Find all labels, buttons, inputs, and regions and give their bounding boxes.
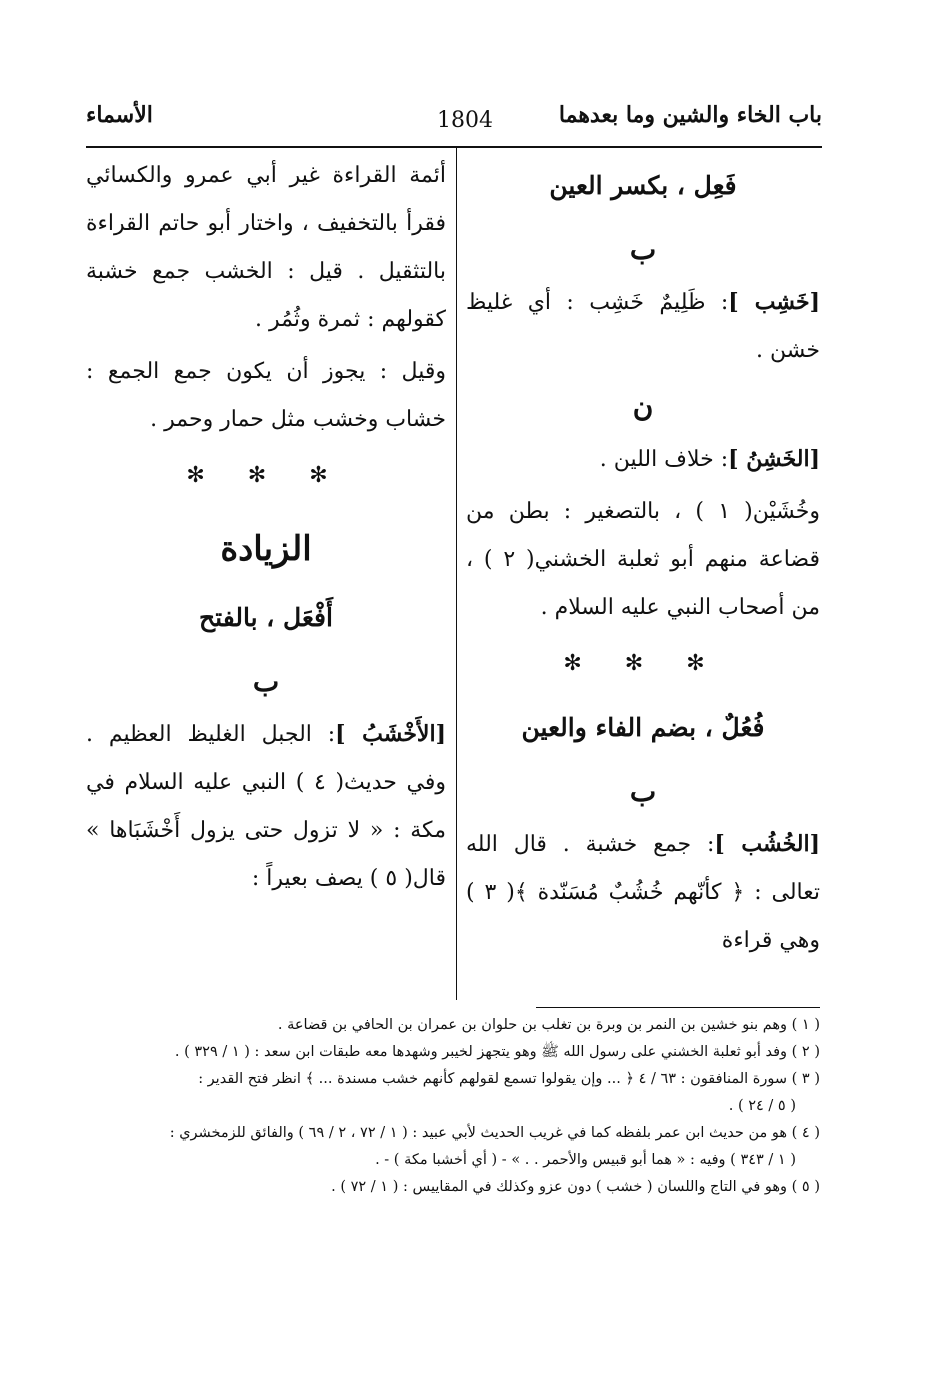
- left-column: [86, 152, 446, 907]
- entry-khushayn: وخُشَيْن( ١ ) ، بالتصغير : بطن من قضاعة منهم أبو ثعلبة الخشني( ٢ ) ، من أصحاب النبي عليه السلام .: [466, 499, 821, 620]
- letter-ba-2: ب: [629, 775, 657, 808]
- entry-khashin: [466, 435, 820, 484]
- right-column: [466, 152, 820, 969]
- entry-khashib: [466, 278, 820, 375]
- entry-text: : خلاف اللين .: [599, 447, 729, 472]
- footnote-rule: [536, 1007, 820, 1008]
- footnote-3-continued: ( ٥ / ٢٤ ) .: [728, 1098, 796, 1114]
- entry-text: : الجبل الغليظ العظيم . وفي حديث( ٤ ) النبي عليه السلام في مكة : « لا تزول حتى يزول أَخْشَبَاها » قال( ٥ ) يصف بعيراً :: [86, 722, 446, 891]
- footnote-3: ( ٣ ) سورة المنافقون : ٦٣ / ٤ ﴿ ... وإن يقولوا تسمع لقولهم كأنهم خشب مسندة ... ﴾ انظر فتح القدير :: [198, 1071, 820, 1087]
- letter-nun: ن: [632, 390, 654, 423]
- heading-afal: أَفْعَل ، بالفتح: [199, 603, 333, 632]
- footnote-4-continued: ( ١ / ٣٤٣ ) وفيه : « هما أبو قبيس والأحمر . . » - ( أي أخشبا مكة ) - .: [375, 1152, 796, 1168]
- footnote-4: ( ٤ ) هو من حديث ابن عمر بلفظه كما في غريب الحديث لأبي عبيد : ( ١ / ٧٢ ، ٢ / ٦٩ ) والفائق للزمخشري :: [169, 1125, 820, 1141]
- letter-ba-3: ب: [252, 665, 280, 698]
- heading-fuul: فُعُلٌ ، بضم الفاء والعين: [521, 713, 765, 742]
- entry-term: [الخَشِنُ ]: [728, 446, 820, 472]
- entry-khushub: [466, 820, 820, 965]
- entry-text: : جمع خشبة . قال الله تعالى : ﴿ كأنّهم خُشُبٌ مُسَنّدة ﴾( ٣ ) وهي قراءة: [466, 832, 820, 953]
- column-divider: [456, 148, 457, 1000]
- heading-ziyada: الزيادة: [220, 529, 312, 569]
- footnote-5: ( ٥ ) وهو في التاج واللسان ( خشب ) دون عزو وكذلك في المقاييس : ( ١ / ٧٢ ) .: [331, 1179, 820, 1195]
- section-separator-stars: ✻ ✻ ✻: [563, 651, 723, 676]
- paragraph-reading: أئمة القراءة غير أبي عمرو والكسائي فقرأ بالتخفيف ، واختار أبو حاتم القراءة بالتثقيل . قيل : الخشب جمع خشبة كقولهم : ثمرة وثُمُر .: [86, 163, 446, 332]
- header-rule: [86, 146, 822, 148]
- entry-term: [الخُشُب ]: [714, 831, 820, 857]
- header-chapter-title: باب الخاء والشين وما بعدهما: [558, 102, 822, 128]
- footnotes: [86, 1012, 820, 1201]
- letter-ba-1: ب: [629, 233, 657, 266]
- entry-text: : ظَلِيمٌ خَشِب : أي غليظ خشن .: [466, 290, 820, 363]
- page-number: 1804: [437, 108, 493, 133]
- entry-term: [خَشِب ]: [728, 289, 820, 315]
- entry-akhshab: [86, 710, 446, 903]
- entry-term: [الأَخْشَبُ ]: [335, 721, 447, 747]
- paragraph-plural: وقيل : يجوز أن يكون جمع الجمع : خشاب وخشب مثل حمار وحمر .: [86, 359, 446, 432]
- footnote-1: ( ١ ) وهم بنو خشين بن النمر بن وبرة بن تغلب بن حلوان بن عمران بن الحافي بن قضاعة .: [277, 1017, 820, 1033]
- section-separator-stars: ✻ ✻ ✻: [186, 463, 346, 488]
- heading-fail-kasr: فَعِل ، بكسر العين: [549, 171, 737, 200]
- header-section-title: الأسماء: [86, 102, 153, 128]
- footnote-2: ( ٢ ) وفد أبو ثعلبة الخشني على رسول الله ﷺ وهو يتجهز لخيبر وشهدها معه طبقات ابن سعد : ( ١ / ٣٢٩ ) .: [174, 1044, 820, 1060]
